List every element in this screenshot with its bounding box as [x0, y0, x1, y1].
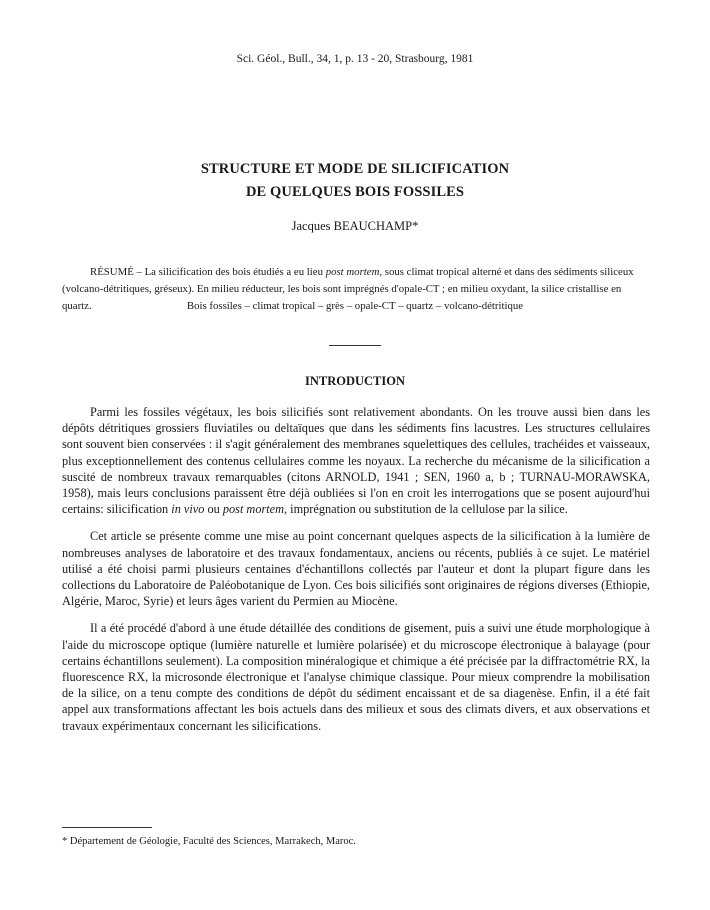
title-line-1: STRUCTURE ET MODE DE SILICIFICATION — [200, 161, 510, 177]
section-heading: INTRODUCTION — [304, 374, 405, 388]
abstract-italic: post mortem — [325, 266, 380, 278]
footnote: * Département de Géologie, Faculté des Sciences, Marrakech, Maroc. — [62, 836, 356, 847]
article-title — [0, 158, 710, 204]
abstract-text: RÉSUMÉ – La silicification des bois étudiés a eu lieu post mortem, sous climat tropical alterné et dans des sédiments siliceux (volcano-détritiques, gréseux). En milieu réducteur, les bois sont imprégnés d'opale-CT ; en milieu oxydant, la silice cristallise en quartz. — [62, 266, 634, 312]
paragraph-1: Parmi les fossiles végétaux, les bois silicifiés sont relativement abondants. On les trouve aussi bien dans les dépôts détritiques grossiers fluviatiles ou deltaïques que dans les sédiments fins lacustres. Les structures cellulaires sont souvent bien conservées : il s'agit généralement des membranes squelettiques des cellules, trachéides et vaisseaux, plus exceptionnellement des contenus cellulaires comme les noyaux. La recherche du mécanisme de la silicification a suscité de nombreux travaux remarquables (citons ARNOLD, 1941 ; SEN, 1960 a, b ; TURNAU-MORAWSKA, 1958), mais leurs conclusions paraissent être déjà oubliées si l'on en croit les interrogations que se posent aujourd'hui certains: silicification in vivo ou post mortem, imprégnation ou substitution de la cellulose par la silice. — [62, 405, 650, 517]
author-name: Jacques BEAUCHAMP* — [291, 219, 419, 233]
title-line-2: DE QUELQUES BOIS FOSSILES — [245, 184, 465, 200]
paragraph-3: Il a été procédé d'abord à une étude détaillée des conditions de gisement, puis a suivi une étude morphologique à l'aide du microscope optique (lumière naturelle et lumière polarisée) et du microscope électronique à balayage (pour certains échantillons seulement). La composition minéralogique et chimique a été précisée par la diffractométrie RX, la fluorescence RX, la microsonde électronique et l'analyse chimique classique. Pour mieux comprendre la mobilisation de la silice, on a tenu compte des conditions de dépôt du sédiment encaissant et de sa diagenèse. Enfin, il a été fait appel aux transformations affectant les bois actuels dans des milieux et sous des climats divers, et aux observations et travaux expérimentaux concernant les silicifications. — [62, 621, 650, 733]
journal-citation: Sci. Géol., Bull., 34, 1, p. 13 - 20, Strasbourg, 1981 — [236, 53, 474, 65]
body-text — [62, 404, 650, 745]
paragraph-2: Cet article se présente comme une mise au point concernant quelques aspects de la silicification à la lumière de nombreuses analyses de laboratoire et des travaux fondamentaux, anciens ou récents, publiés à ce sujet. Le matériel utilisé a été choisi parmi plusieurs centaines d'échantillons collectés par l'auteur et dont la plupart figure dans les collections du Laboratoire de Paléobotanique de Lyon. Ces bois silicifiés sont originaires de régions diverses (Ethiopie, Algérie, Maroc, Syrie) et leurs âges varient du Permien au Miocène. — [62, 529, 650, 609]
section-divider — [329, 345, 381, 346]
footnote-rule — [62, 827, 152, 828]
keywords: Bois fossiles – climat tropical – grès – opale-CT – quartz – volcano-détritique — [186, 300, 524, 312]
